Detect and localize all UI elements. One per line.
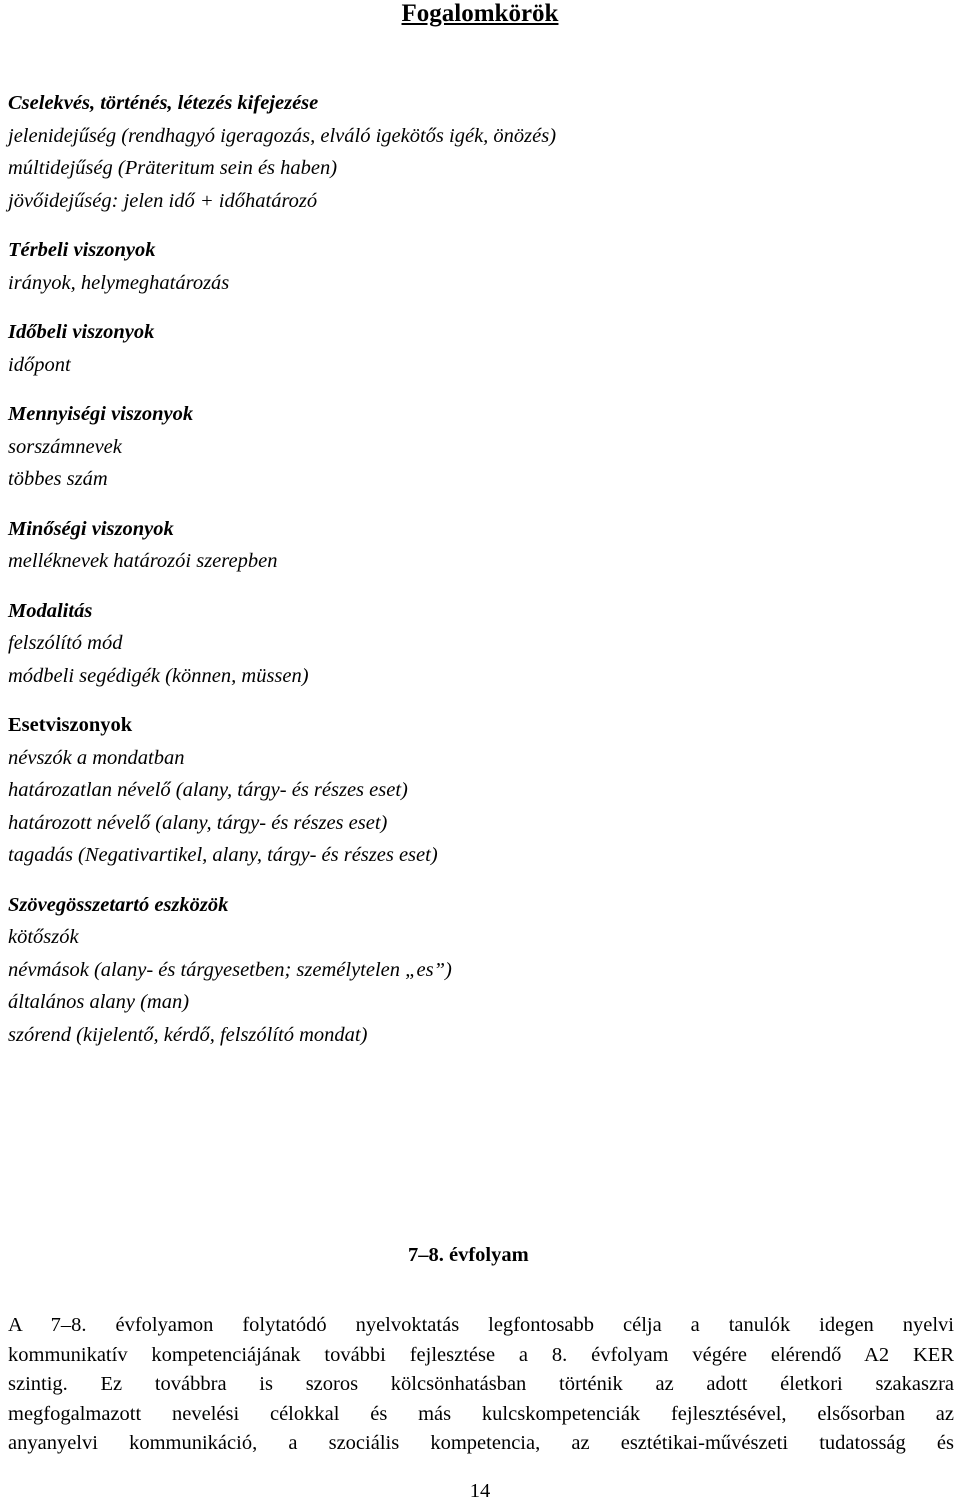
section-item: jelenidejűség (rendhagyó igeragozás, elváló igekötős igék, önözés)	[8, 124, 557, 147]
page-number: 14	[469, 1480, 491, 1502]
section-heading: Cselekvés, történés, létezés kifejezése	[8, 92, 319, 114]
section-item: szórend (kijelentő, kérdő, felszólító mondat)	[8, 1023, 368, 1046]
section-quantity-relations	[8, 398, 948, 496]
section-item: felszólító mód	[8, 632, 123, 654]
section-modality	[8, 595, 948, 693]
grade-heading: 7–8. évfolyam	[408, 1244, 529, 1266]
section-item: határozott névelő (alany, tárgy- és részes eset)	[8, 811, 388, 834]
section-item: múltidejűség (Präteritum sein és haben)	[8, 157, 338, 179]
paragraph-line: A 7–8. évfolyamon folytatódó nyelvoktatás legfontosabb célja a tanulók idegen nyelvi	[8, 1314, 954, 1336]
section-quality-relations	[8, 513, 948, 578]
section-heading: Mennyiségi viszonyok	[8, 403, 194, 425]
topic-sections	[8, 87, 948, 1068]
section-action-expression	[8, 87, 948, 217]
section-heading: Időbeli viszonyok	[8, 321, 155, 343]
section-item: névszók a mondatban	[8, 746, 185, 769]
section-item: módbeli segédigék (können, müssen)	[8, 664, 309, 687]
section-item: általános alany (man)	[8, 991, 190, 1013]
section-item: jövőidejűség: jelen idő + időhatározó	[8, 189, 318, 212]
section-item: kötőszók	[8, 926, 79, 948]
intro-paragraph	[8, 1311, 954, 1459]
section-item: időpont	[8, 353, 71, 376]
section-heading: Esetviszonyok	[8, 714, 133, 736]
paragraph-line: anyanyelvi kommunikáció, a szociális kompetencia, az esztétikai-művészeti tudatosság és	[8, 1432, 954, 1454]
section-item: határozatlan névelő (alany, tárgy- és részes eset)	[8, 779, 408, 801]
paragraph-line: kommunikatív kompetenciájának további fejlesztése a 8. évfolyam végére elérendő A2 KER	[8, 1343, 954, 1366]
section-case-relations	[8, 709, 948, 872]
section-heading: Minőségi viszonyok	[8, 517, 174, 540]
section-heading: Modalitás	[8, 599, 93, 622]
section-item: melléknevek határozói szerepben	[8, 550, 278, 572]
section-item: névmások (alany- és tárgyesetben; személytelen „es”)	[8, 958, 452, 981]
section-heading: Térbeli viszonyok	[8, 239, 156, 261]
section-item: sorszámnevek	[8, 435, 122, 458]
paragraph-line: szintig. Ez továbbra is szoros kölcsönhatásban történik az adott életkori szakaszra	[8, 1373, 954, 1395]
section-spatial-relations	[8, 234, 948, 299]
paragraph-line: megfogalmazott nevelési célokkal és más kulcskompetenciák fejlesztésével, elsősorban az	[8, 1402, 954, 1425]
section-cohesion-devices	[8, 889, 948, 1052]
section-temporal-relations	[8, 316, 948, 381]
section-item: tagadás (Negativartikel, alany, tárgy- és részes eset)	[8, 844, 438, 866]
section-heading: Szövegösszetartó eszközök	[8, 893, 229, 916]
page-title: Fogalomkörök	[401, 0, 559, 27]
section-item: irányok, helymeghatározás	[8, 271, 230, 294]
section-item: többes szám	[8, 468, 108, 490]
